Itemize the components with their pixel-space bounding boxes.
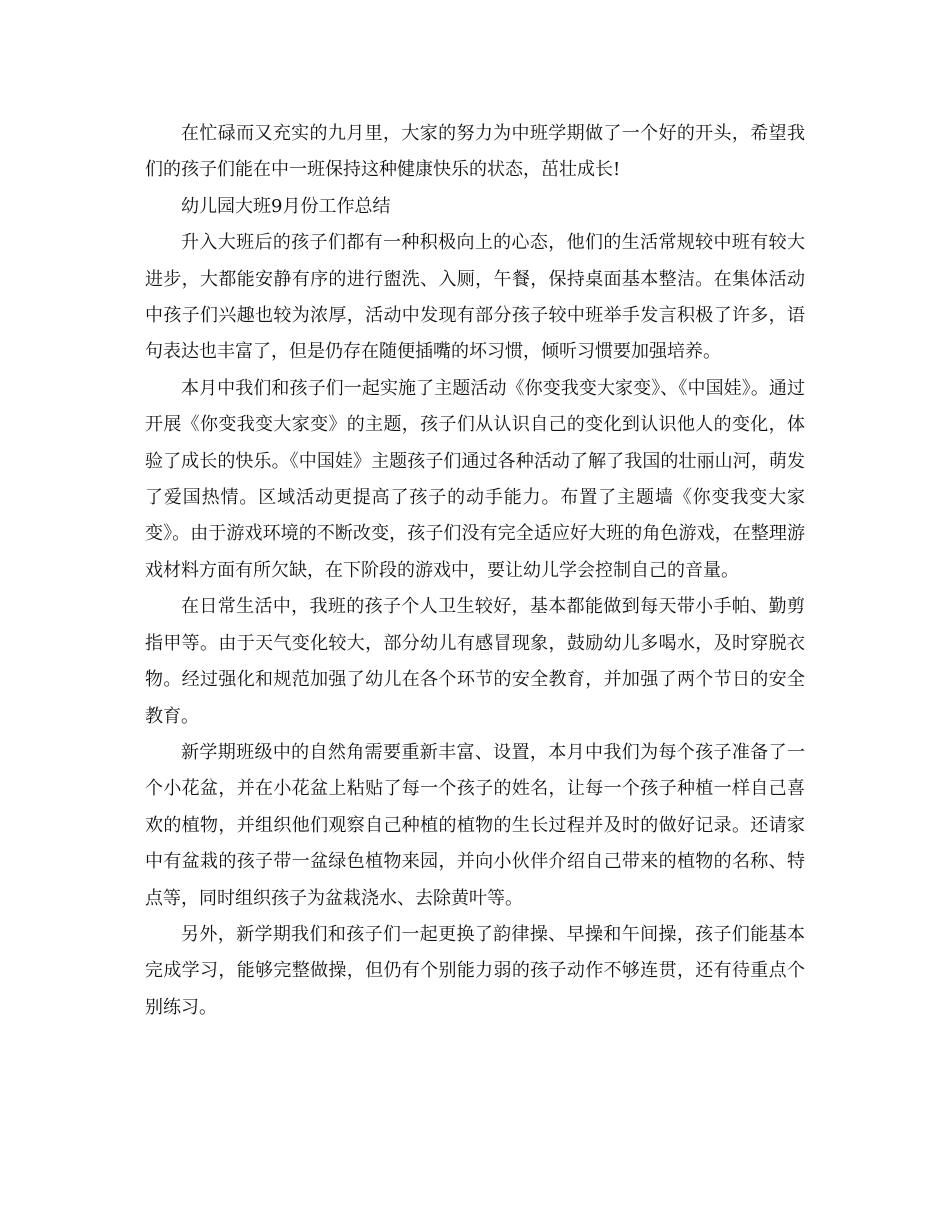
paragraph-exercises: 另外，新学期我们和孩子们一起更换了韵律操、早操和午间操，孩子们能基本完成学习，能够完整做操，但仍有个别能力弱的孩子动作不够连贯，还有待重点个别练习。 bbox=[145, 923, 805, 1018]
section-heading: 幼儿园大班9月份工作总结 bbox=[181, 195, 391, 217]
paragraph-theme-activities: 本月中我们和孩子们一起实施了主题活动《你变我变大家变》、《中国娃》。通过开展《你变我变大家变》的主题，孩子们从认识自己的变化到认识他人的变化，体验了成长的快乐。《中国娃》主题孩子们通过各种活动了解了我国的壮丽山河，萌发了爱国热情。区域活动更提高了孩子的动手能力。布置了主题墙《你变我变大家变》。由于游戏环境的不断改变，孩子们没有完全适应好大班的角色游戏，在整理游戏材料方面有所欠缺，在下阶段的游戏中，要让幼儿学会控制自己的音量。 bbox=[145, 377, 805, 581]
paragraph-daily-life: 在日常生活中，我班的孩子个人卫生较好，基本都能做到每天带小手帕、勤剪指甲等。由于天气变化较大，部分幼儿有感冒现象，鼓励幼儿多喝水，及时穿脱衣物。经过强化和规范加强了幼儿在各个环节的安全教育，并加强了两个节日的安全教育。 bbox=[145, 596, 805, 727]
paragraph-intro-conclusion: 在忙碌而又充实的九月里，大家的努力为中班学期做了一个好的开头，希望我们的孩子们能在中一班保持这种健康快乐的状态，茁壮成长! bbox=[145, 123, 805, 181]
paragraph-routine: 升入大班后的孩子们都有一种积极向上的心态，他们的生活常规较中班有较大进步，大都能安静有序的进行盥洗、入厕，午餐，保持桌面基本整洁。在集体活动中孩子们兴趣也较为浓厚，活动中发现有部分孩子较中班举手发言积极了许多，语句表达也丰富了，但是仍存在随便插嘴的坏习惯，倾听习惯要加强培养。 bbox=[145, 232, 805, 363]
paragraph-nature-corner: 新学期班级中的自然角需要重新丰富、设置，本月中我们为每个孩子准备了一个小花盆，并在小花盆上粘贴了每一个孩子的姓名，让每一个孩子种植一样自己喜欢的植物，并组织他们观察自己种植的植物的生长过程并及时的做好记录。还请家中有盆栽的孩子带一盆绿色植物来园，并向小伙伴介绍自己带来的植物的名称、特点等，同时组织孩子为盆栽浇水、去除黄叶等。 bbox=[145, 741, 805, 909]
document-body bbox=[145, 116, 805, 1026]
